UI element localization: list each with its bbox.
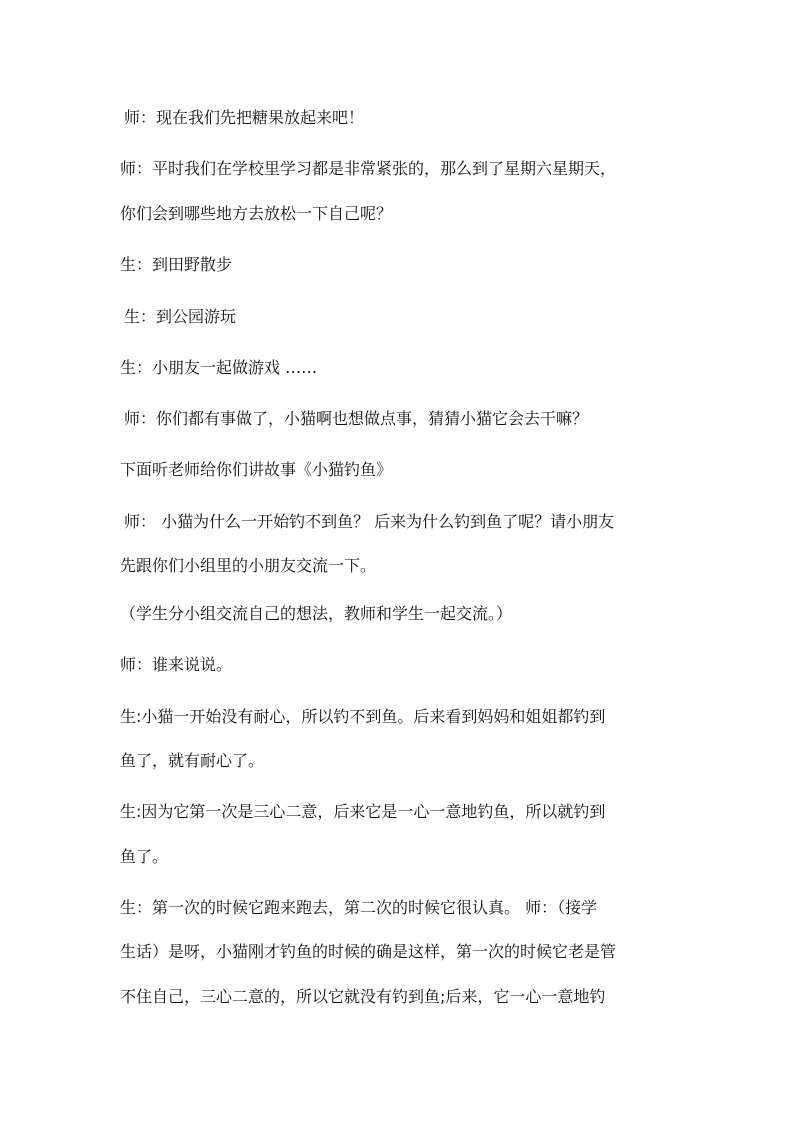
paragraph-line-1: 师：现在我们先把糖果放起来吧！ — [124, 108, 365, 127]
paragraph-line-15: 生:因为它第一次是三心二意，后来它是一心一意地钓鱼，所以就钓到 — [120, 802, 606, 821]
paragraph-line-4: 生：到田野散步 — [120, 255, 233, 274]
paragraph-line-6: 生：小朋友一起做游戏 …… — [120, 358, 318, 377]
paragraph-line-5: 生：到公园游玩 — [124, 307, 237, 326]
paragraph-line-7: 师：你们都有事做了，小猫啊也想做点事，猜猜小猫它会去干嘛？ — [124, 409, 589, 428]
paragraph-line-16: 鱼了。 — [120, 847, 169, 866]
paragraph-line-11: （学生分小组交流自己的想法，教师和学生一起交流。） — [120, 604, 513, 623]
paragraph-line-13: 生:小猫一开始没有耐心，所以钓不到鱼。后来看到妈妈和姐姐都钓到 — [120, 707, 606, 726]
paragraph-line-2: 师：平时我们在学校里学习都是非常紧张的，那么到了星期六星期天， — [120, 159, 617, 178]
paragraph-line-10: 先跟你们小组里的小朋友交流一下。 — [120, 556, 377, 575]
paragraph-line-3: 你们会到哪些地方去放松一下自己呢？ — [120, 204, 393, 223]
paragraph-line-8: 下面听老师给你们讲故事《小猫钓鱼》 — [120, 460, 393, 479]
paragraph-line-19: 不住自己，三心二意的，所以它就没有钓到鱼;后来，它一心一意地钓 — [120, 987, 606, 1006]
paragraph-line-17: 生：第一次的时候它跑来跑去，第二次的时候它很认真。 师：（接学 — [120, 898, 598, 917]
paragraph-line-14: 鱼了，就有耐心了。 — [120, 751, 265, 770]
paragraph-line-18: 生话）是呀，小猫刚才钓鱼的时候的确是这样，第一次的时候它老是管 — [120, 942, 617, 961]
paragraph-line-9: 师： 小猫为什么一开始钓不到鱼？ 后来为什么钓到鱼了呢？请小朋友 — [124, 512, 615, 531]
paragraph-line-12: 师：谁来说说。 — [120, 655, 233, 674]
